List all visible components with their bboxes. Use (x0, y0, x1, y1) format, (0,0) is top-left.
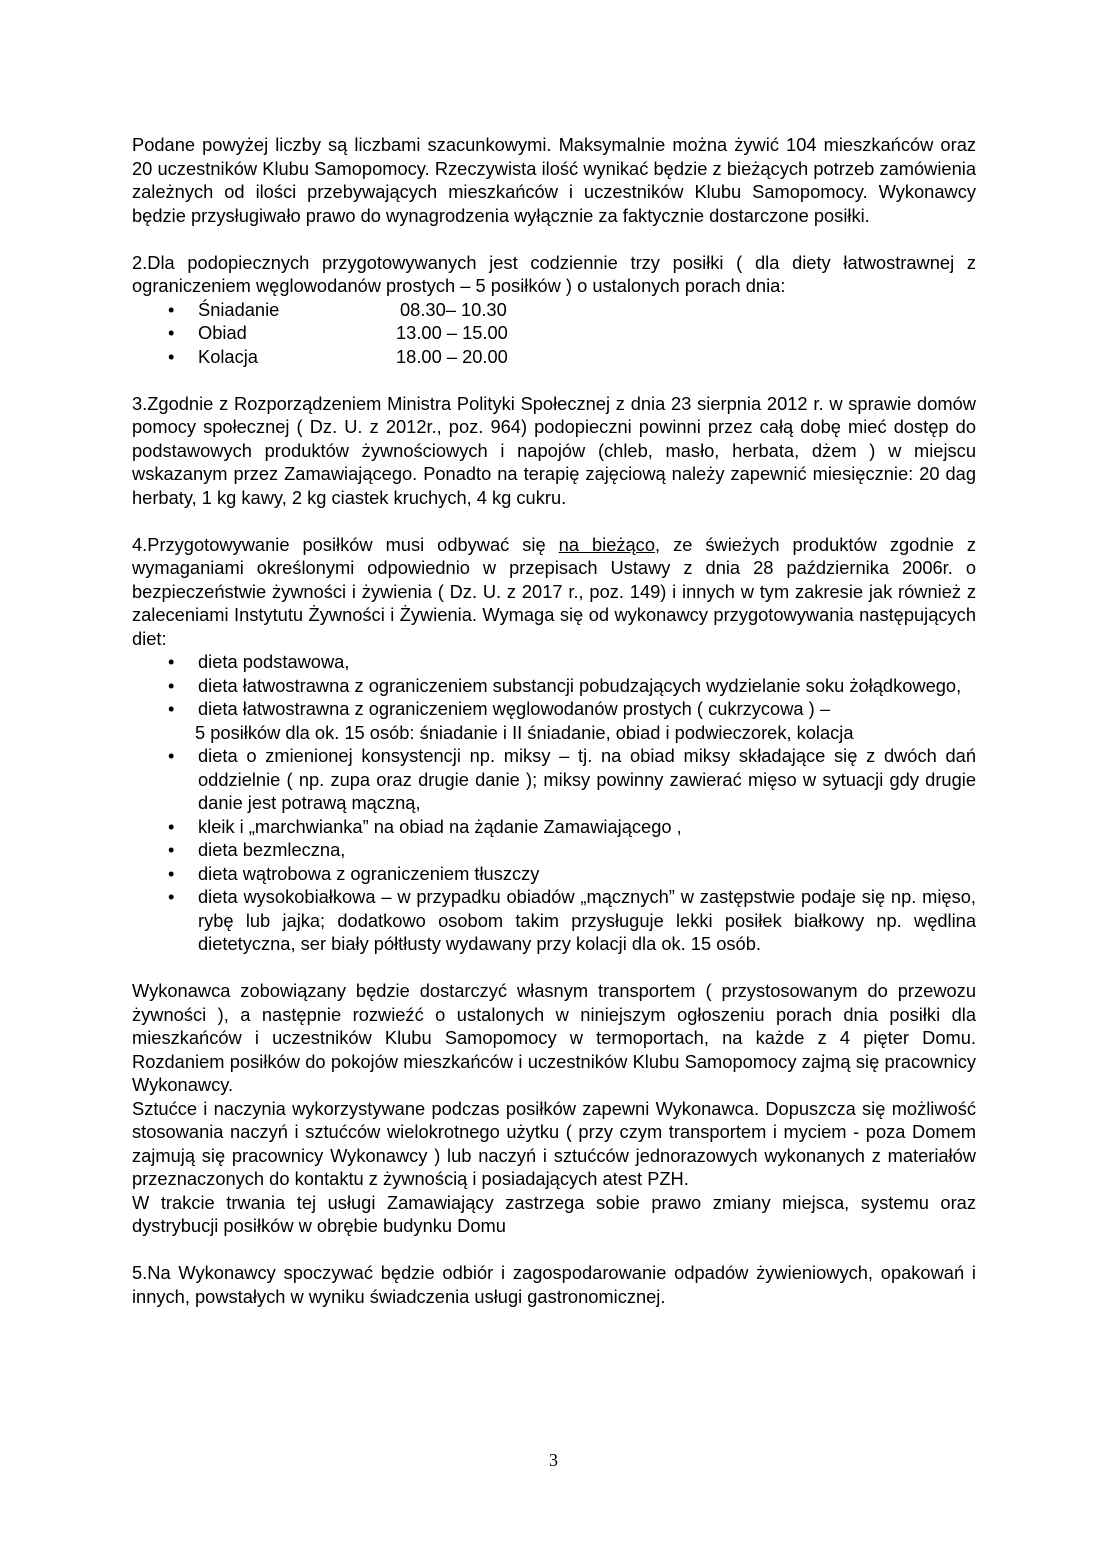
diet-item-continuation: 5 posiłków dla ok. 15 osób: śniadanie i II śniadanie, obiad i podwieczorek, kolacja (195, 721, 854, 743)
diet-item (132, 697, 976, 744)
meal-time: 18.00 – 20.00 (396, 345, 508, 367)
diet-item: • dieta o zmienionej konsystencji np. miksy – tj. na obiad miksy składające się z dwóch dań oddzielnie ( np. zupa oraz drugie danie ); miksy powinny zawierać mięso w sytuacji gdy drugie danie jest potrawą mączną, (132, 744, 976, 815)
diet-list (132, 650, 976, 956)
meal-row (132, 321, 976, 345)
section-5-text: 5.Na Wykonawcy spoczywać będzie odbiór i zagospodarowanie odpadów żywieniowych, opakowań i innych, powstałych w wyniku świadczenia usługi gastronomicznej. (132, 1262, 976, 1307)
meal-time: 13.00 – 15.00 (396, 322, 508, 343)
diet-item: • dieta bezmleczna, (132, 838, 976, 862)
section-4-text (132, 533, 976, 651)
meal-schedule (132, 298, 976, 369)
cutlery-paragraph: Sztućce i naczynia wykorzystywane podczas posiłków zapewni Wykonawca. Dopuszcza się możliwość stosowania naczyń i sztućców wielokrotnego użytku ( przy czym transportem i myciem - poza Domem zajmują się pracownicy Wykonawcy ) lub naczyń i sztućców jednorazowych wykonanych z materiałów przeznaczonych do kontaktu z żywnością i posiadających atest PZH. (132, 1097, 976, 1189)
diet-item: • dieta podstawowa, (132, 650, 976, 674)
meal-name: Kolacja (198, 345, 258, 367)
diet-item: • dieta łatwostrawna z ograniczeniem substancji pobudzających wydzielanie soku żołądkowego, (132, 674, 976, 698)
page-number: 3 (549, 1450, 558, 1470)
meal-time: 08.30– 10.30 (400, 298, 507, 320)
diet-item: • kleik i „marchwianka” na obiad na żądanie Zamawiającego , (132, 815, 976, 839)
document-body (132, 133, 976, 1308)
meal-name: Obiad (198, 322, 247, 343)
distribution-paragraph: W trakcie trwania tej usługi Zamawiający zastrzega sobie prawo zmiany miejsca, systemu oraz dystrybucji posiłków w obrębie budynku Domu (132, 1191, 976, 1236)
meal-row (132, 298, 976, 322)
diet-item-text: dieta łatwostrawna z ograniczeniem węglowodanów prostych ( cukrzycowa ) – (198, 698, 831, 719)
intro-paragraph: Podane powyżej liczby są liczbami szacunkowymi. Maksymalnie można żywić 104 mieszkańców oraz 20 uczestników Klubu Samopomocy. Rzeczywista ilość wynikać będzie z bieżących potrzeb zamówienia zależnych od ilości przebywających mieszkańców i uczestników Klubu Samopomocy. Wykonawcy będzie przysługiwało prawo do wynagrodzenia wyłącznie za faktycznie dostarczone posiłki. (132, 134, 976, 226)
section-2-text: 2.Dla podopiecznych przygotowywanych jest codziennie trzy posiłki ( dla diety łatwostrawnej z ograniczeniem węglowodanów prostych – 5 posiłków ) o ustalonych porach dnia: (132, 251, 976, 296)
section-4-suffix: , ze świeżych produktów zgodnie z wymaganiami określonymi odpowiednio w przepisach Ustawy z dnia 28 października 2006r. o bezpieczeństwie żywności i żywienia ( Dz. U. z 2017 r., poz. 149) i innych w tym zakresie jak również z zaleceniami Instytutu Żywności i Żywienia. Wymaga się od wykonawcy przygotowywania następujących diet: (132, 533, 976, 649)
diet-item: • dieta wysokobiałkowa – w przypadku obiadów „mącznych” w zastępstwie podaje się np. mięso, rybę lub jajka; dodatkowo osobom takim przysługuje lekki posiłek białkowy np. wędlina dietetyczna, ser biały półtłusty wydawany przy kolacji dla ok. 15 osób. (132, 885, 976, 956)
meal-name: Śniadanie (198, 298, 280, 320)
section-3-text: 3.Zgodnie z Rozporządzeniem Ministra Polityki Społecznej z dnia 23 sierpnia 2012 r. w sprawie domów pomocy społecznej ( Dz. U. z 2012r., poz. 964) podopieczni powinni przez całą dobę mieć dostęp do podstawowych produktów żywnościowych i napojów (chleb, masło, herbata, dżem ) w miejscu wskazanym przez Zamawiającego. Ponadto na terapię zajęciową należy zapewnić miesięcznie: 20 dag herbaty, 1 kg kawy, 2 kg ciastek kruchych, 4 kg cukru. (132, 392, 976, 508)
section-4-underlined: na bieżąco (558, 533, 655, 555)
meal-row (132, 345, 976, 369)
diet-item: • dieta wątrobowa z ograniczeniem tłuszczy (132, 862, 976, 886)
section-4-prefix: 4.Przygotowywanie posiłków musi odbywać się (132, 533, 559, 555)
transport-paragraph: Wykonawca zobowiązany będzie dostarczyć własnym transportem ( przystosowanym do przewozu żywności ), a następnie rozwieźć o ustalonych w niniejszym ogłoszeniu porach dnia posiłki dla mieszkańców i uczestników Klubu Samopomocy w termoportach, na każde z 4 pięter Domu. Rozdaniem posiłków do pokojów mieszkańców i uczestników Klubu Samopomocy zajmą się pracownicy Wykonawcy. (132, 980, 976, 1095)
